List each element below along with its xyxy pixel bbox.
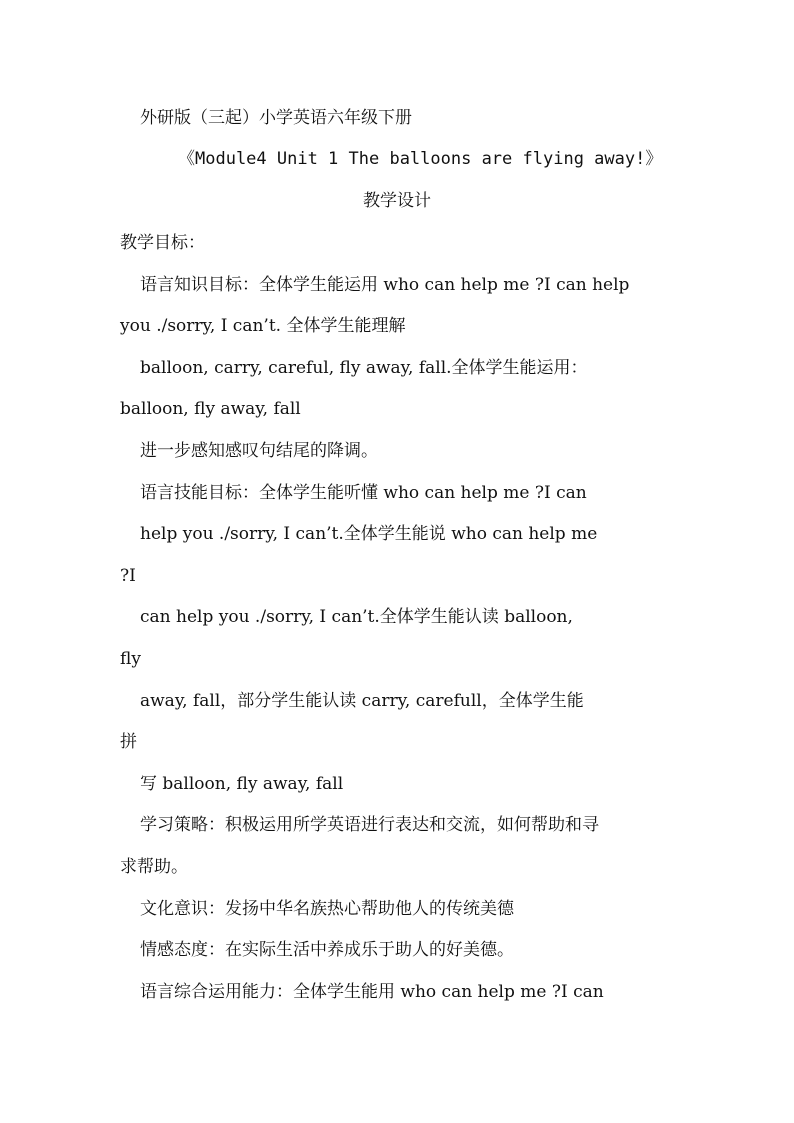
body-line-17: 情感态度：在实际生活中养成乐于助人的好美德。	[140, 940, 514, 960]
body-line-12: 拼	[120, 732, 137, 752]
body-line-7: help you ./sorry, I can’t.全体学生能说 who can help me	[140, 524, 598, 544]
body-line-16: 文化意识：发扬中华名族热心帮助他人的传统美德	[140, 899, 514, 919]
body-line-13: 写 balloon, fly away, fall	[140, 774, 344, 794]
section-heading: 教学目标：	[120, 233, 205, 253]
body-line-1: 语言知识目标：全体学生能运用 who can help me ?I can help	[140, 275, 630, 295]
body-line-4: balloon, fly away, fall	[120, 399, 301, 419]
body-line-18: 语言综合运用能力：全体学生能用 who can help me ?I can	[140, 982, 604, 1002]
body-line-3: balloon, carry, careful, fly away, fall.全体学生能运用：	[140, 358, 588, 378]
body-line-14: 学习策略：积极运用所学英语进行表达和交流，如何帮助和寻	[140, 815, 599, 835]
body-line-9: can help you ./sorry, I can’t.全体学生能认读 balloon,	[140, 607, 573, 627]
lesson-title: 《Module4 Unit 1 The balloons are flying away!》	[178, 149, 663, 169]
body-line-6: 语言技能目标：全体学生能听懂 who can help me ?I can	[140, 483, 587, 503]
body-line-2: you ./sorry, I can’t. 全体学生能理解	[120, 316, 406, 336]
body-line-8: ?I	[120, 566, 136, 586]
body-line-10: fly	[120, 649, 141, 669]
body-line-15: 求帮助。	[120, 857, 188, 877]
body-line-5: 进一步感知感叹句结尾的降调。	[140, 441, 378, 461]
textbook-title: 外研版（三起）小学英语六年级下册	[140, 108, 412, 128]
body-line-11: away, fall，部分学生能认读 carry, carefull，全体学生能	[140, 691, 584, 711]
design-title: 教学设计	[363, 191, 431, 211]
